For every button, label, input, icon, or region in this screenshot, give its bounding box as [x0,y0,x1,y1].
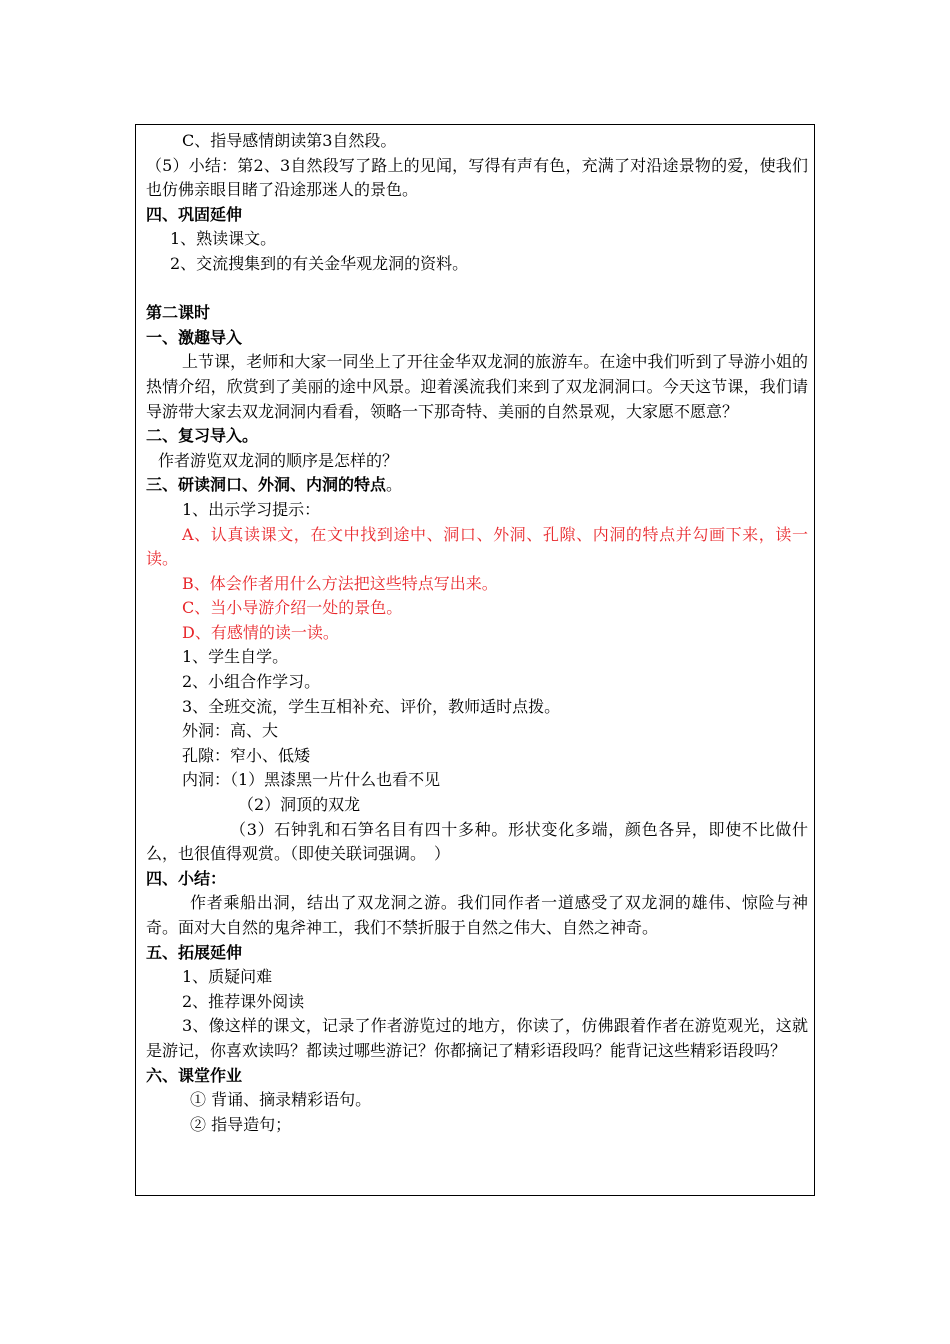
text-line: （2）洞顶的双龙 [238,795,361,815]
text-line: 作者游览双龙洞的顺序是怎样的？ [158,450,399,470]
heading-punctuation: 。 [386,475,403,495]
text-line: 2、推荐课外阅读 [182,991,305,1011]
text-line: ② 指导造句； [190,1114,292,1134]
text-paragraph: 3、像这样的课文，记录了作者游览过的地方，你读了，仿佛跟着作者在游览观光，这就是游记，你喜欢读吗？都读过哪些游记？你都摘记了精彩语段吗？能背记这些精彩语段吗？ [146,1016,808,1060]
text-paragraph: （3）石钟乳和石笋名目有四十多种。形状变化多端，颜色各异，即使不比做什么，也很值得观赏。（即使关联词强调。 ） [146,819,808,864]
lesson-plan-table-cell [135,124,815,1196]
text-line: 内洞：（1）黑漆黑一片什么也看不见 [182,770,441,790]
section-heading: 六、课堂作业 [146,1065,243,1085]
summary-paragraph: （5）小结：第2、3自然段写了路上的见闻，写得有声有色，充满了对沿途景物的爱，使我们也仿佛亲眼目睹了沿途那迷人的景色。 [146,155,808,200]
section-heading: 五、拓展延伸 [146,942,243,962]
text-line: 1、学生自学。 [182,647,289,667]
section-heading: 四、巩固延伸 [146,204,243,224]
study-tip-a: A、认真读课文，在文中找到途中、洞口、外洞、孔隙、内洞的特点并勾画下来，读一读。 [146,524,808,569]
text-line: ① 背诵、摘录精彩语句。 [190,1090,372,1110]
intro-paragraph: 上节课，老师和大家一同坐上了开往金华双龙洞的旅游车。在途中我们听到了导游小姐的热情介绍，欣赏到了美丽的途中风景。迎着溪流我们来到了双龙洞洞口。今天这节课，我们请导游带大家去双龙洞洞内看看，领略一下那奇特、美丽的自然景观，大家愿不愿意？ [146,352,808,421]
section-heading-row [146,473,808,498]
text-line: 2、小组合作学习。 [182,672,321,692]
section-heading: 二、复习导入。 [146,426,259,446]
blank-line [146,277,808,302]
lesson-heading: 第二课时 [146,303,211,323]
study-tip-d: D、有感情的读一读。 [182,622,339,642]
lesson-plan-content [146,129,808,1137]
summary-paragraph: 作者乘船出洞，结出了双龙洞之游。我们同作者一道感受了双龙洞的雄伟、惊险与神奇。面对大自然的鬼斧神工，我们不禁折服于自然之伟大、自然之神奇。 [146,893,808,937]
section-heading: 三、研读洞口、外洞、内洞的特点 [146,475,387,495]
text-line: 孔隙：窄小、低矮 [182,745,311,765]
section-heading: 四、小结： [146,868,227,888]
text-line: 1、出示学习提示： [182,499,321,519]
text-line: 2、交流搜集到的有关金华观龙洞的资料。 [170,253,469,273]
study-tip-b: B、体会作者用什么方法把这些特点写出来。 [182,573,498,593]
text-line: 3、全班交流，学生互相补充、评价，教师适时点拨。 [182,696,561,716]
text-line: C、指导感情朗读第3自然段。 [182,131,397,150]
study-tip-c: C、当小导游介绍一处的景色。 [182,598,403,618]
text-line: 1、质疑问难 [182,967,273,987]
section-heading: 一、激趣导入 [146,327,243,347]
text-line: 1、熟读课文。 [170,229,277,249]
text-line: 外洞：高、大 [182,721,279,741]
